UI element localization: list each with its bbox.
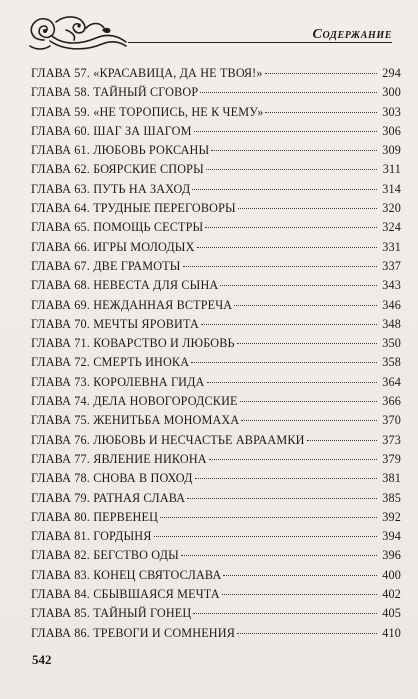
dot-leader (220, 285, 377, 286)
dot-leader (238, 208, 377, 209)
chapter-number: ГЛАВА 62. (31, 162, 90, 177)
chapter-title: СБЫВШАЯСЯ МЕЧТА (93, 587, 220, 602)
chapter-number: ГЛАВА 64. (31, 201, 90, 216)
running-head: Содержание (312, 27, 392, 42)
page-number: 306 (382, 123, 401, 138)
chapter-number: ГЛАВА 66. (31, 239, 90, 254)
scroll-ornament-icon (22, 10, 128, 54)
chapter-title: СМЕРТЬ ИНОКА (93, 355, 190, 370)
dot-leader (205, 227, 377, 228)
dot-leader (160, 517, 377, 518)
dot-leader (211, 150, 377, 151)
chapter-number: ГЛАВА 82. (31, 548, 90, 563)
toc-entry (31, 296, 401, 315)
chapter-number: ГЛАВА 61. (31, 143, 90, 158)
page-folio: 542 (32, 652, 52, 667)
dot-leader (201, 324, 377, 325)
chapter-number: ГЛАВА 76. (31, 432, 90, 447)
toc-entry (31, 199, 401, 218)
chapter-number: ГЛАВА 58. (31, 85, 90, 100)
chapter-number: ГЛАВА 83. (31, 567, 90, 582)
chapter-number: ГЛАВА 77. (31, 451, 90, 466)
chapter-title: БОЯРСКИЕ СПОРЫ (93, 162, 204, 177)
toc-entry (31, 546, 401, 565)
page-number: 331 (382, 239, 401, 254)
chapter-title: «КРАСАВИЦА, ДА НЕ ТВОЯ!» (93, 66, 263, 80)
page-number: 400 (382, 567, 401, 582)
dot-leader (209, 459, 377, 460)
toc-entry (31, 431, 401, 450)
chapter-number: ГЛАВА 81. (31, 529, 90, 544)
toc-entry (31, 527, 401, 546)
page-number: 381 (382, 471, 401, 486)
page-header (0, 0, 418, 60)
chapter-title: КОВАРСТВО И ЛЮБОВЬ (93, 336, 235, 351)
chapter-title: ШАГ ЗА ШАГОМ (93, 123, 192, 138)
chapter-number: ГЛАВА 86. (31, 625, 90, 640)
page-number: 358 (382, 355, 401, 370)
dot-leader (223, 575, 377, 576)
chapter-title: КОНЕЦ СВЯТОСЛАВА (93, 567, 222, 582)
chapter-title: НЕЖДАННАЯ ВСТРЕЧА (93, 297, 233, 312)
page-number: 410 (382, 625, 401, 640)
chapter-title: ДВЕ ГРАМОТЫ (93, 258, 181, 273)
chapter-number: ГЛАВА 68. (31, 278, 90, 293)
chapter-number: ГЛАВА 78. (31, 471, 90, 486)
chapter-title: «НЕ ТОРОПИСЬ, НЕ К ЧЕМУ» (93, 104, 264, 119)
page-number: 379 (382, 451, 401, 466)
chapter-number: ГЛАВА 84. (31, 587, 90, 602)
toc-entry (31, 180, 401, 199)
chapter-title: НЕВЕСТА ДЛЯ СЫНА (93, 278, 219, 293)
chapter-title: ПОМОЩЬ СЕСТРЫ (93, 220, 204, 235)
chapter-number: ГЛАВА 59. (31, 104, 90, 119)
page-number: 385 (382, 490, 401, 505)
toc-entry (31, 585, 401, 604)
toc-entry (31, 392, 401, 411)
page-number: 324 (382, 220, 401, 235)
chapter-number: ГЛАВА 63. (31, 181, 90, 196)
dot-leader (206, 169, 377, 170)
page-number: 337 (382, 258, 401, 273)
chapter-title: ПЕРВЕНЕЦ (93, 509, 159, 524)
table-of-contents (31, 64, 401, 643)
chapter-number: ГЛАВА 75. (31, 413, 90, 428)
chapter-title: ЛЮБОВЬ РОКСАНЫ (93, 143, 210, 158)
page-number: 392 (382, 509, 401, 524)
chapter-title: ИГРЫ МОЛОДЫХ (93, 239, 195, 254)
page-number: 366 (382, 394, 401, 409)
dot-leader (154, 536, 377, 537)
chapter-number: ГЛАВА 69. (31, 297, 90, 312)
toc-entry (31, 353, 401, 372)
page-number: 343 (382, 278, 401, 293)
chapter-number: ГЛАВА 71. (31, 336, 90, 351)
chapter-number: ГЛАВА 57. (31, 66, 90, 80)
page-number: 311 (382, 162, 401, 177)
page-number: 314 (382, 181, 401, 196)
page-number: 364 (382, 374, 401, 389)
chapter-title: БЕГСТВО ОДЫ (93, 548, 179, 563)
chapter-number: ГЛАВА 67. (31, 258, 90, 273)
toc-entry (31, 315, 401, 334)
toc-entry (31, 411, 401, 430)
toc-entry (31, 489, 401, 508)
chapter-number: ГЛАВА 79. (31, 490, 90, 505)
toc-entry (31, 218, 401, 237)
chapter-number: ГЛАВА 70. (31, 316, 90, 331)
dot-leader (200, 92, 377, 93)
toc-entry (31, 257, 401, 276)
chapter-number: ГЛАВА 85. (31, 606, 90, 621)
dot-leader (191, 362, 377, 363)
dot-leader (197, 247, 377, 248)
toc-entry (31, 83, 401, 102)
page-number: 370 (382, 413, 401, 428)
chapter-title: СНОВА В ПОХОД (93, 471, 193, 486)
dot-leader (237, 343, 377, 344)
chapter-title: ТРЕВОГИ И СОМНЕНИЯ (93, 625, 235, 640)
page-number: 348 (382, 316, 401, 331)
dot-leader (207, 382, 377, 383)
chapter-number: ГЛАВА 74. (31, 394, 90, 409)
dot-leader (194, 131, 377, 132)
chapter-title: ЯВЛЕНИЕ НИКОНА (93, 451, 207, 466)
chapter-title: ГОРДЫНЯ (93, 529, 152, 544)
chapter-number: ГЛАВА 60. (31, 123, 90, 138)
dot-leader (241, 420, 377, 421)
chapter-title: РАТНАЯ СЛАВА (93, 490, 186, 505)
chapter-title: ЖЕНИТЬБА МОНОМАХА (93, 413, 240, 428)
toc-entry (31, 141, 401, 160)
toc-entry (31, 373, 401, 392)
chapter-title: ПУТЬ НА ЗАХОД (93, 181, 191, 196)
chapter-title: ДЕЛА НОВОГОРОДСКИЕ (93, 394, 238, 409)
chapter-number: ГЛАВА 73. (31, 374, 90, 389)
toc-entry (31, 450, 401, 469)
dot-leader (181, 555, 377, 556)
dot-leader (222, 594, 377, 595)
dot-leader (183, 266, 377, 267)
page-number: 303 (382, 104, 401, 119)
dot-leader (265, 112, 377, 113)
page-number: 405 (382, 606, 401, 621)
page-number: 402 (382, 587, 401, 602)
chapter-number: ГЛАВА 72. (31, 355, 90, 370)
dot-leader (234, 305, 377, 306)
page-number: 309 (382, 143, 401, 158)
toc-entry (31, 604, 401, 623)
dot-leader (193, 613, 377, 614)
toc-entry (31, 624, 401, 643)
toc-entry (31, 276, 401, 295)
page-number: 300 (382, 85, 401, 100)
page-number: 350 (382, 336, 401, 351)
dot-leader (192, 189, 377, 190)
chapter-title: ЛЮБОВЬ И НЕСЧАСТЬЕ АВРААМКИ (93, 432, 305, 447)
page-number: 346 (382, 297, 401, 312)
chapter-title: КОРОЛЕВНА ГИДА (93, 374, 205, 389)
dot-leader (240, 401, 377, 402)
toc-entry (31, 469, 401, 488)
toc-entry (31, 122, 401, 141)
chapter-number: ГЛАВА 80. (31, 509, 90, 524)
page-number: 396 (382, 548, 401, 563)
page-number: 320 (382, 201, 401, 216)
toc-entry (31, 566, 401, 585)
dot-leader (237, 633, 377, 634)
chapter-number: ГЛАВА 65. (31, 220, 90, 235)
dot-leader (187, 498, 377, 499)
chapter-title: ТРУДНЫЕ ПЕРЕГОВОРЫ (93, 201, 236, 216)
chapter-title: МЕЧТЫ ЯРОВИТА (93, 316, 199, 331)
dot-leader (265, 73, 377, 74)
page-number: 373 (382, 432, 401, 447)
page-number: 394 (382, 529, 401, 544)
toc-entry (31, 103, 401, 122)
page-number: 294 (382, 66, 401, 80)
toc-entry (31, 64, 401, 83)
toc-entry (31, 160, 401, 179)
chapter-title: ТАЙНЫЙ СГОВОР (93, 85, 199, 100)
toc-entry (31, 238, 401, 257)
chapter-title: ТАЙНЫЙ ГОНЕЦ (93, 606, 192, 621)
toc-entry (31, 508, 401, 527)
toc-entry (31, 334, 401, 353)
dot-leader (195, 478, 377, 479)
dot-leader (307, 440, 377, 441)
